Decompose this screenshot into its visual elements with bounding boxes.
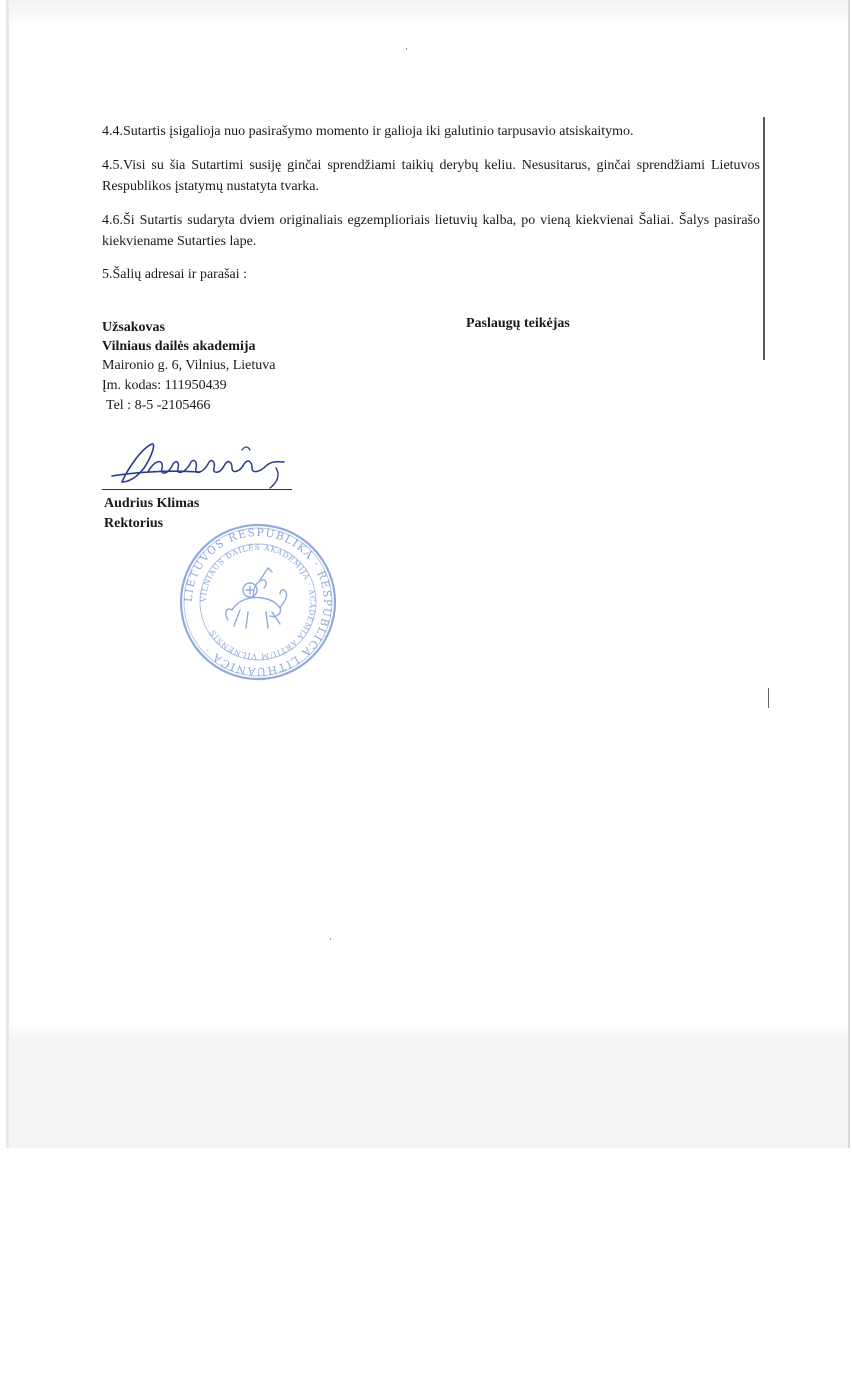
buyer-name: Vilniaus dailės akademija (102, 339, 256, 354)
signature-line (102, 489, 292, 490)
clause-4-4: 4.4.Sutartis įsigalioja nuo pasirašymo momento ir galioja iki galutinio tarpusavio atsiskaitymo. (102, 124, 634, 139)
buyer-role: Užsakovas (102, 320, 166, 335)
clause-4-6: 4.6.Ši Sutartis sudaryta dviem originaliais egzemplioriais lietuvių kalba, po vieną kiekvienai Šaliai. Šalys pasirašo kiekviename Sutarties lape. (102, 213, 760, 249)
handwritten-signature (108, 438, 298, 492)
svg-text:VILNIAUS DAILĖS AKADEMIJA · AC: VILNIAUS DAILĖS AKADEMIJA · ACADEMIA ARTIUM VILNENSIS · (198, 542, 318, 662)
buyer-code: Įm. kodas: 111950439 (102, 378, 227, 393)
buyer-tel: Tel : 8-5 -2105466 (106, 398, 211, 413)
svg-text:LIETUVOS RESPUBLIKA · RESPUBLI: LIETUVOS RESPUBLIKA · RESPUBLICA LITHUANICA · (182, 526, 334, 678)
signer-title: Rektorius (104, 516, 164, 531)
scan-speck (406, 48, 407, 50)
clause-5: 5.Šalių adresai ir parašai : (102, 267, 248, 282)
official-seal-icon (178, 522, 338, 682)
scan-speck (330, 938, 331, 940)
scan-edge-shadow (6, 0, 9, 1148)
provider-role: Paslaugų teikėjas (466, 316, 570, 331)
buyer-address: Maironio g. 6, Vilnius, Lietuva (102, 358, 276, 373)
margin-mark-lower (768, 688, 769, 708)
clause-4-5: 4.5.Visi su šia Sutartimi susiję ginčai sprendžiami taikių derybų keliu. Nesusitarus, ginčai sprendžiami Lietuvos Respublikos įstatymų nustatyta tvarka. (102, 158, 760, 194)
margin-mark (763, 117, 765, 360)
signer-name: Audrius Klimas (104, 496, 200, 511)
